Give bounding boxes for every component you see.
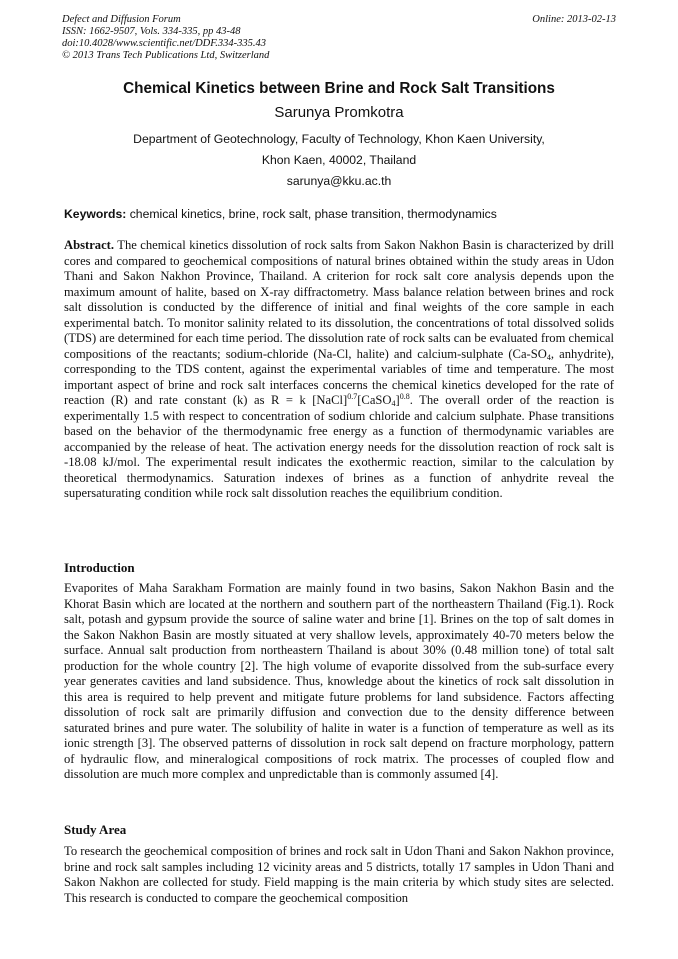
abstract-sup-2: 0.8 bbox=[399, 392, 410, 401]
abstract-sup-1: 0.7 bbox=[347, 392, 358, 401]
study-area-heading: Study Area bbox=[64, 822, 127, 837]
journal-name: Defect and Diffusion Forum bbox=[62, 14, 181, 25]
abstract-text-2: , anhydrite), corresponding to the TDS content, against the experimental variables of time and temperature. The most important aspect of brine and rock salt interfaces concerns the chemical kinetics developed for the rate of reaction (R) and rate constant (k) as R = k [NaCl] bbox=[64, 346, 615, 407]
study-area-body bbox=[64, 844, 614, 906]
abstract-text-1: The chemical kinetics dissolution of rock salts from Sakon Nakhon Basin is characterized by drill cores and compared to geochemical compositions of natural brines obtained within the study areas in Udon Thani and Sakon Nakhon Province, Thailand. A criterion for rock salt core analysis depends upon the maximum amount of halite, based on X-ray diffractometry. Mass balance relation between brines and rock salt dissolution is conducted by the difference of initial and final weights of the core sample in each experimental batch. To monitor salinity related to its dissolution, the concentrations of total dissolved solids (TDS) are determined for each time period. The dissolution rate of rock salts can be evaluated from chemical compositions of the reactants; sodium-chloride (Na-Cl, halite) and calcium-sulphate (Ca-SO bbox=[64, 238, 614, 361]
copyright-line: © 2013 Trans Tech Publications Ltd, Switzerland bbox=[62, 50, 270, 61]
study-area-text: To research the geochemical composition of brines and rock salt in Udon Thani and Sakon Nakhon province, brine and rock salt samples including 12 vicinity areas and 5 districts, totally 17 samples in Udon Thani and Sakon Nakhon are collected for study. Field mapping is the main criteria by which study sites are selected. This research is conducted to compare the geochemical composition bbox=[64, 844, 614, 905]
issn-line: ISSN: 1662-9507, Vols. 334-335, pp 43-48 bbox=[62, 26, 241, 37]
introduction-heading: Introduction bbox=[64, 560, 135, 575]
doi-line[interactable]: doi:10.4028/www.scientific.net/DDF.334-335.43 bbox=[62, 38, 267, 49]
keywords-label: Keywords: bbox=[64, 207, 127, 221]
author-name: Sarunya Promkotra bbox=[274, 104, 404, 121]
introduction-body bbox=[64, 581, 614, 783]
abstract-sub-1: 4 bbox=[546, 352, 551, 362]
paper-title: Chemical Kinetics between Brine and Rock Salt Transitions bbox=[123, 80, 555, 97]
affiliation-line-1: Department of Geotechnology, Faculty of Technology, Khon Kaen University, bbox=[133, 132, 545, 146]
keywords-text: chemical kinetics, brine, rock salt, phase transition, thermodynamics bbox=[129, 207, 497, 221]
abstract-label: Abstract. bbox=[64, 238, 115, 252]
introduction-text: Evaporites of Maha Sarakham Formation are mainly found in two basins, Sakon Nakhon Basin and the Khorat Basin which are located at the northern and southern part of the northeastern Thailand (Fig.1). Rock salt, potash and gypsum provide the source of saline water and brine [1]. Brines on the top of salt domes in the Sakon Nakhon Basin are mostly situated at very shallow levels, approximately 40-70 meters below the surface. Annual salt production from northeastern Thailand is about 30% (0.48 million tone) of total salt production for the whole country [2]. The high volume of evaporite dissolved from the sub-surface every year generates cavities and land subsidence. Thus, knowledge about the kinetics of rock salt dissolution in this area is required to help prevent and mitigate future problems for land subsidence. Factors affecting dissolution of rock salt are primarily diffusion and convection due to the density difference between saturated brines and pure water. The solubility of halite in water is a function of temperature as well as its ionic strength [3]. The observed patterns of dissolution in rock salt depend on fracture morphology, pattern of hydraulic flow, and mineralogical compositions of rock matrix. The processes of coupled flow and dissolution are much more complex and unpredictable than is commonly assumed [4]. bbox=[64, 581, 614, 781]
abstract bbox=[64, 238, 614, 502]
online-date: Online: 2013-02-13 bbox=[532, 14, 616, 25]
journal-header bbox=[62, 14, 616, 62]
abstract-text-3: [CaSO bbox=[357, 393, 392, 407]
abstract-text-5: . The overall order of the reaction is experimentally 1.5 with respect to concentration of sodium chloride and calcium sulphate. Phase transitions based on the behavior of the thermodynamic free energy as a function of thermodynamic variables are accompanied by the release of heat. The activation energy needs for the dissolution reaction of rock salt is -18.08 kJ/mol. The experimental result indicates the exothermic reaction, similar to the calculation by theoretical thermodynamics. Saturation indexes of brines as a function of anhydrite reveal the supersaturating condition while rock salt dissolution reaches the equilibrium condition. bbox=[64, 393, 615, 500]
abstract-sub-2: 4 bbox=[391, 399, 396, 408]
abstract-text-4: ] bbox=[395, 393, 400, 407]
keywords bbox=[64, 207, 497, 221]
author-email[interactable]: sarunya@kku.ac.th bbox=[286, 174, 392, 188]
affiliation-line-2: Khon Kaen, 40002, Thailand bbox=[261, 153, 417, 167]
